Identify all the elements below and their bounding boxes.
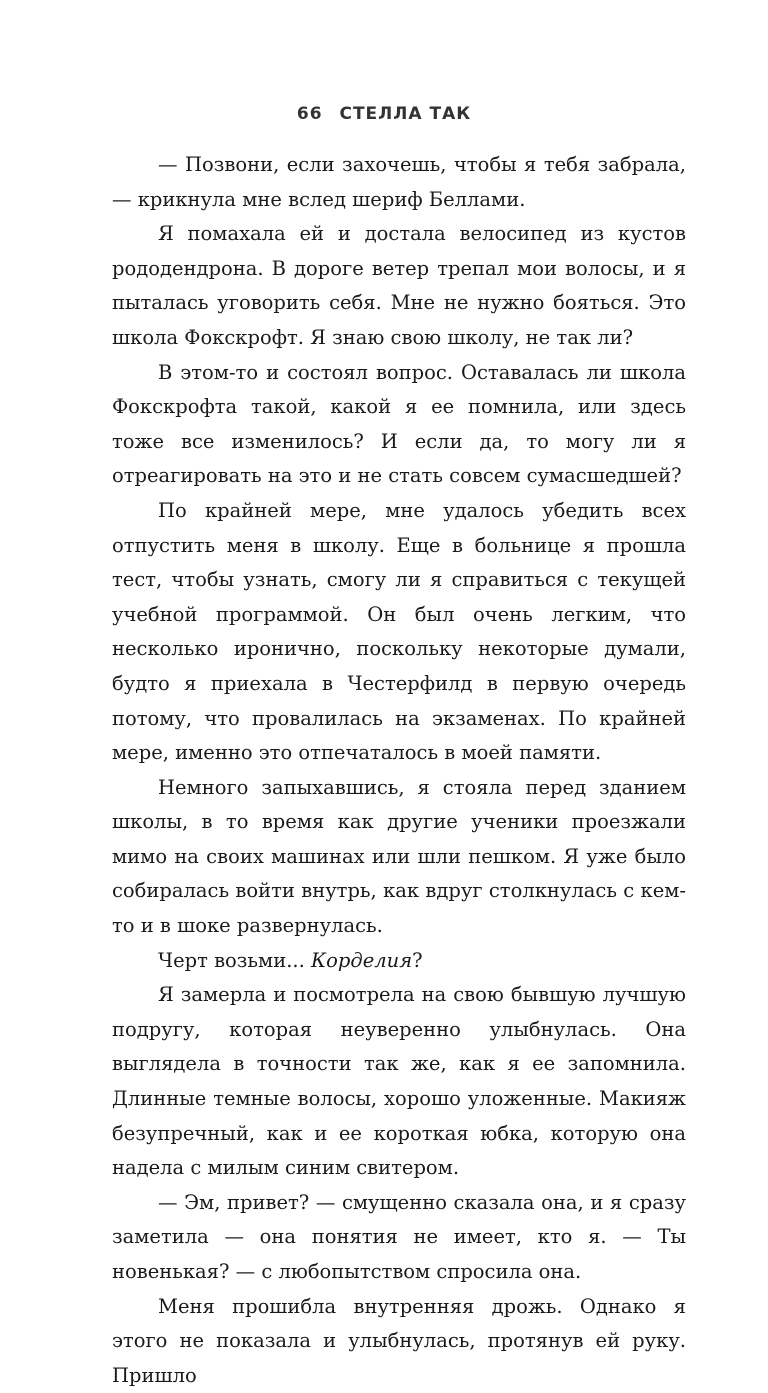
text-body	[112, 148, 686, 1393]
paragraph: Немного запыхавшись, я стояла перед зданием школы, в то время как другие ученики проезжали мимо на своих машинах или шли пешком. Я уже было собиралась войти внутрь, как вдруг столкнулась с кем-то и в шоке развернулась.	[112, 775, 686, 938]
paragraph: Я замерла и посмотрела на свою бывшую лучшую подругу, которая неуверенно улыбнулась. Она выглядела в точности так же, как я ее запомнила. Длинные темные волосы, хорошо уложенные. Макияж безупречный, как и ее короткая юбка, которую она надела с милым синим свитером.	[112, 983, 686, 1180]
paragraph: В этом-то и состоял вопрос. Оставалась ли школа Фокскрофта такой, какой я ее помнила, или здесь тоже все изменилось? И если да, то могу ли я отреагировать на это и не стать совсем сумасшедшей?	[112, 360, 686, 488]
paragraph-text-end: ?	[412, 948, 423, 972]
paragraph: Меня прошибла внутренняя дрожь. Однако я этого не показала и улыбнулась, протянув ей руку. Пришло	[112, 1294, 686, 1387]
running-title: СТЕЛЛА ТАК	[339, 104, 472, 124]
paragraph: По крайней мере, мне удалось убедить всех отпустить меня в школу. Еще в больнице я прошла тест, чтобы узнать, смогу ли я справиться с текущей учебной программой. Он был очень легким, что несколько иронично, поскольку некоторые думали, будто я приехала в Честерфилд в первую очередь потому, что провалилась на экзаменах. По крайней мере, именно это отпечаталось в моей памяти.	[112, 498, 686, 765]
running-head	[0, 104, 768, 124]
paragraph: — Позвони, если захочешь, чтобы я тебя забрала, — крикнула мне вслед шериф Беллами.	[112, 153, 686, 211]
page-number: 66	[296, 104, 323, 124]
paragraph-italic-name: Корделия	[311, 948, 413, 972]
paragraph: Я помахала ей и достала велосипед из кустов рододендрона. В дороге ветер трепал мои волосы, и я пыталась уговорить себя. Мне не нужно бояться. Это школа Фокскрофт. Я знаю свою школу, не так ли?	[112, 222, 686, 349]
paragraph	[112, 944, 686, 979]
paragraph: — Эм, привет? — смущенно сказала она, и я сразу заметила — она понятия не имеет, кто я. — Ты новенькая? — с любопытством спросила она.	[112, 1190, 686, 1283]
paragraph-text: Черт возьми...	[158, 948, 312, 972]
